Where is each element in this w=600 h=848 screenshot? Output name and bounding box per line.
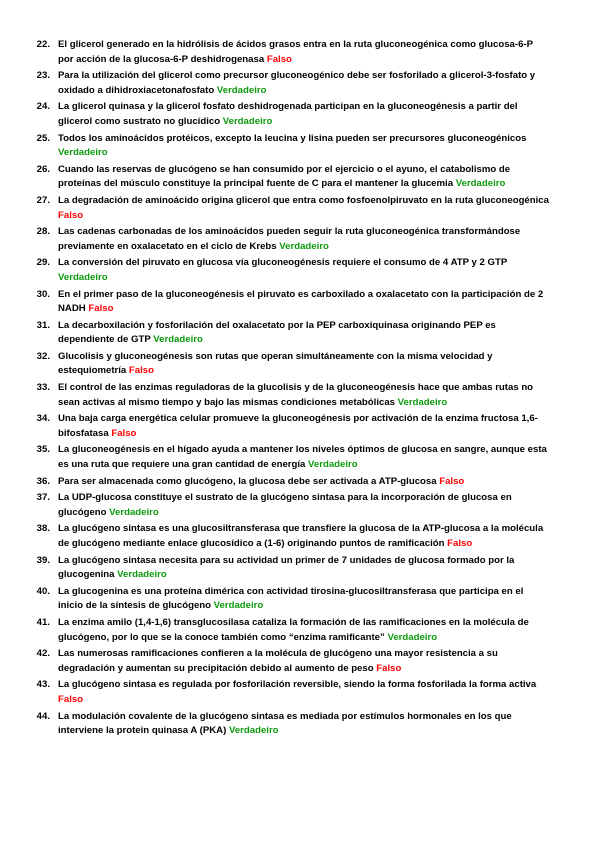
question-text: La conversión del piruvato en glucosa vía gluconeogénesis requiere el consumo de 4 ATP y 2 GTP	[58, 257, 508, 269]
question-text: Una baja carga energética celular promueve la gluconeogénesis por activación de la enzima fructosa 1,6-bifosfatasa	[58, 413, 538, 439]
question-item	[0, 585, 600, 614]
question-number: 32.	[36, 350, 50, 362]
answer-false-label: Falso	[58, 209, 84, 221]
question-number: 29.	[36, 257, 50, 269]
question-number: 39.	[36, 554, 50, 566]
answer-true-label: Verdadeiro	[228, 725, 279, 737]
question-number: 33.	[36, 382, 50, 394]
question-body	[58, 163, 600, 192]
question-text: La degradación de aminoácido origina glicerol que entra como fosfoenolpiruvato en la ruta gluconeogénica	[58, 194, 549, 206]
question-item	[0, 194, 600, 223]
question-body	[58, 585, 600, 614]
question-text: La decarboxilación y fosforilación del oxalacetato por la PEP carboxiquinasa originando PEP es dependiente de GTP	[58, 319, 496, 346]
question-body	[58, 491, 600, 520]
question-item	[0, 350, 600, 379]
answer-true-label: Verdadeiro	[455, 178, 506, 190]
question-text: La glucógeno sintasa es una glucosiltransferasa que transfiere la glucosa de la ATP-glucosa a la molécula de glucógeno mediante enlace glucosídico a (1-6) originando puntos de ramificación	[58, 523, 544, 549]
question-item	[0, 412, 600, 441]
question-item	[0, 554, 600, 583]
answer-true-label: Verdadeiro	[397, 396, 448, 408]
question-body	[58, 710, 600, 739]
question-number: 22.	[36, 39, 50, 50]
answer-true-label: Verdadeiro	[58, 147, 108, 159]
question-body	[58, 288, 600, 317]
question-item	[0, 616, 600, 645]
question-number: 37.	[36, 492, 50, 504]
question-body	[58, 678, 600, 707]
question-number: 36.	[36, 475, 50, 487]
answer-false-label: Falso	[447, 538, 473, 549]
answer-false-label: Falso	[376, 662, 402, 674]
question-number: 40.	[36, 585, 50, 597]
question-list	[0, 38, 600, 739]
question-body	[58, 616, 600, 645]
question-body	[58, 132, 600, 161]
question-text: El glicerol generado en la hidrólisis de ácidos grasos entra en la ruta gluconeogénica como glucosa-6-P por acción de la glucosa-6-P deshidrogenasa	[58, 39, 533, 65]
question-body	[58, 381, 600, 410]
question-text: Para ser almacenada como glucógeno, la glucosa debe ser activada a ATP-glucosa	[58, 475, 437, 487]
question-item	[0, 288, 600, 317]
answer-false-label: Falso	[128, 365, 154, 377]
question-body	[58, 412, 600, 441]
question-item	[0, 132, 600, 161]
question-number: 23.	[36, 70, 50, 82]
answer-false-label: Falso	[58, 693, 84, 705]
answer-true-label: Verdadeiro	[58, 271, 108, 283]
question-body	[58, 647, 600, 676]
question-item	[0, 100, 600, 129]
question-body	[58, 554, 600, 583]
answer-true-label: Verdadeiro	[222, 115, 273, 127]
question-item	[0, 710, 600, 739]
answer-false-label: Falso	[439, 475, 465, 487]
question-number: 26.	[36, 163, 50, 175]
question-text: Cuando las reservas de glucógeno se han consumido por el ejercicio o el ayuno, el catabolismo de proteínas del músculo constituye la principal fuente de C para el mantener la glucemia	[58, 163, 511, 190]
question-item	[0, 647, 600, 676]
question-text: La gluconeogénesis en el hígado ayuda a mantener los niveles óptimos de glucosa en sangre, aunque esta es una ruta que requiere una gran cantidad de energía	[58, 444, 547, 471]
answer-true-label: Verdadeiro	[213, 600, 264, 612]
question-number: 35.	[36, 444, 50, 456]
question-number: 34.	[36, 413, 50, 425]
question-item	[0, 69, 600, 98]
question-body	[58, 100, 600, 129]
question-item	[0, 491, 600, 520]
question-text: Las cadenas carbonadas de los aminoácidos pueden seguir la ruta gluconeogénica transformándose previamente en oxalacetato en el ciclo de Krebs	[58, 226, 521, 252]
answer-false-label: Falso	[111, 427, 137, 439]
question-number: 27.	[36, 194, 50, 206]
question-number: 44.	[36, 710, 50, 722]
question-item	[0, 381, 600, 410]
question-body	[58, 350, 600, 379]
answer-false-label: Falso	[266, 53, 292, 65]
question-item	[0, 443, 600, 472]
answer-true-label: Verdadeiro	[279, 240, 329, 252]
question-body	[58, 225, 600, 254]
question-number: 25.	[36, 132, 50, 144]
question-number: 43.	[36, 679, 50, 691]
question-text: El control de las enzimas reguladoras de la glucolisis y de la gluconeogénesis hace que ambas rutas no sean activas al mismo tiempo y bajo las mismas condiciones metabólicas	[58, 382, 534, 408]
answer-true-label: Verdadeiro	[153, 334, 203, 346]
question-body	[58, 319, 600, 348]
question-number: 24.	[36, 101, 50, 113]
question-body	[58, 522, 600, 551]
question-text: En el primer paso de la gluconeogénesis el piruvato es carboxilado a oxalacetato con la participación de 2 NADH	[58, 288, 544, 315]
question-text: La glucógeno sintasa es regulada por fosforilación reversible, siendo la forma fosforilada la forma activa	[58, 679, 537, 691]
question-text: Para la utilización del glicerol como precursor gluconeogénico debe ser fosforilado a glicerol-3-fosfato y oxidado a dihidroxiacetonafosfato	[58, 70, 536, 96]
document-page	[0, 38, 600, 741]
answer-true-label: Verdadeiro	[387, 631, 438, 643]
question-body	[58, 256, 600, 285]
question-number: 38.	[36, 523, 50, 535]
question-item	[0, 163, 600, 192]
answer-true-label: Verdadeiro	[216, 84, 267, 96]
question-item	[0, 38, 600, 67]
answer-true-label: Verdadeiro	[117, 569, 167, 581]
question-body	[58, 443, 600, 472]
question-number: 41.	[36, 616, 50, 628]
answer-true-label: Verdadeiro	[308, 459, 358, 471]
question-item	[0, 319, 600, 348]
answer-true-label: Verdadeiro	[109, 506, 159, 518]
question-body	[58, 38, 600, 67]
question-number: 31.	[36, 319, 50, 331]
question-text: Las numerosas ramificaciones confieren a la molécula de glucógeno una mayor resistencia a su degradación y aumentan su precipitación debido al aumento de peso	[58, 648, 498, 674]
question-text: La UDP-glucosa constituye el sustrato de la glucógeno sintasa para la incorporación de glucosa en glucógeno	[58, 492, 512, 518]
question-item	[0, 678, 600, 707]
question-text: La glucógeno sintasa necesita para su actividad un primer de 7 unidades de glucosa formado por la glucogenina	[58, 554, 515, 581]
question-item	[0, 522, 600, 551]
question-number: 42.	[36, 648, 50, 660]
question-text: Todos los aminoácidos protéicos, excepto la leucina y lisina pueden ser precursores gluconeogénicos	[58, 132, 527, 144]
question-text: La glucogenina es una proteína dimérica con actividad tirosina-glucosiltransferasa que participa en el inicio de la síntesis de glucógeno	[58, 585, 524, 612]
question-item	[0, 475, 600, 490]
question-text: Glucolisis y gluconeogénesis son rutas que operan simultáneamente con la misma velocidad y estequiometría	[58, 350, 493, 377]
question-body	[58, 194, 600, 223]
question-text: La glicerol quinasa y la glicerol fosfato deshidrogenada participan en la gluconeogénesis a partir del glicerol como sustrato no glucídico	[58, 101, 518, 127]
question-item	[0, 225, 600, 254]
question-text: La modulación covalente de la glucógeno sintasa es mediada por estímulos hormonales en los que interviene la protein quinasa A (PKA)	[58, 710, 512, 737]
answer-false-label: Falso	[88, 303, 114, 315]
question-body	[58, 69, 600, 98]
question-item	[0, 256, 600, 285]
question-number: 30.	[36, 288, 50, 300]
question-body	[58, 475, 600, 490]
question-number: 28.	[36, 226, 50, 238]
question-text: La enzima amilo (1,4-1,6) transglucosilasa cataliza la formación de las ramificaciones en la molécula de glucógeno, por lo que se la conoce también como “enzima ramificante”	[58, 616, 529, 643]
